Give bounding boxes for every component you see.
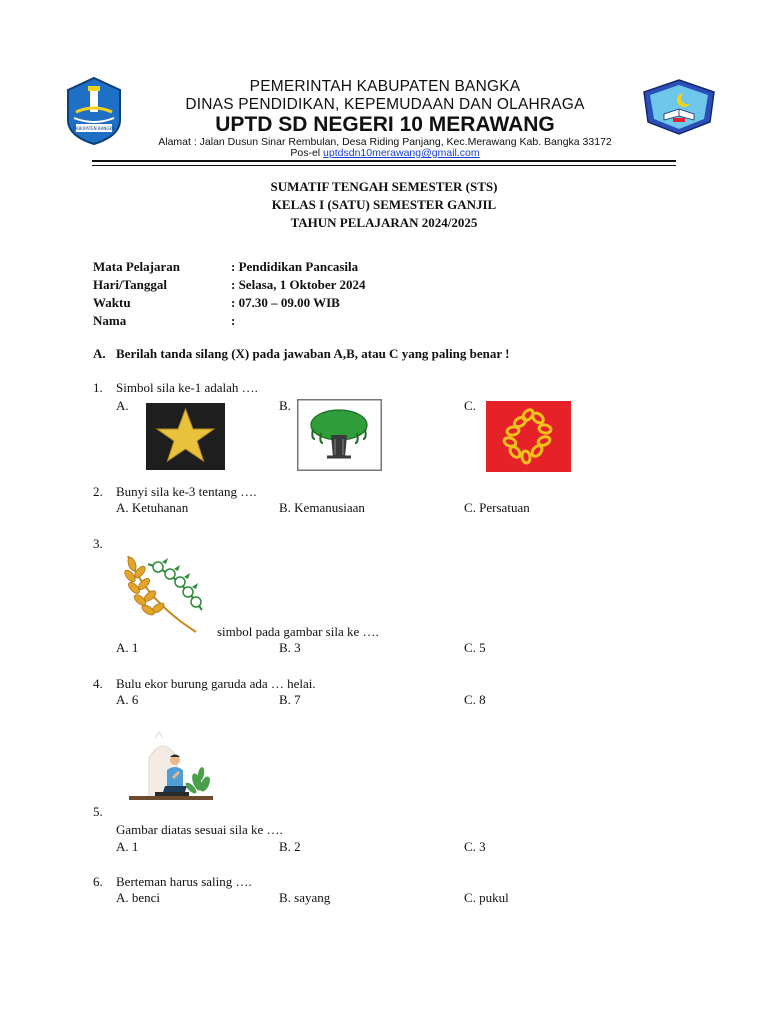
exam-title: SUMATIF TENGAH SEMESTER (STS) <box>270 179 498 194</box>
chain-icon <box>486 401 571 472</box>
question-text: Bunyi sila ke-3 tentang …. <box>116 484 257 499</box>
exam-year: TAHUN PELAJARAN 2024/2025 <box>290 215 478 230</box>
option-b: B. <box>279 398 291 413</box>
banyan-tree-icon <box>297 399 382 471</box>
question-number: 4. <box>93 676 103 691</box>
section-letter: A. <box>93 346 106 361</box>
option-c: C. 3 <box>464 839 486 854</box>
info-value: : Selasa, 1 Oktober 2024 <box>231 277 366 292</box>
question-text: Berteman harus saling …. <box>116 874 252 889</box>
star-icon <box>146 403 225 470</box>
option-a: A. benci <box>116 890 161 905</box>
school-logo-icon <box>642 78 716 136</box>
svg-text:KABUPATEN BANGKA: KABUPATEN BANGKA <box>73 126 115 131</box>
option-b: B. 3 <box>279 640 301 655</box>
exam-class: KELAS I (SATU) SEMESTER GANJIL <box>271 197 497 212</box>
email-link[interactable]: uptdsdn10merawang@gmail.com <box>323 147 480 159</box>
question-number: 6. <box>93 874 103 889</box>
option-b: B. 7 <box>279 692 301 707</box>
email-label: Pos-el <box>290 147 324 159</box>
option-c: C. <box>464 398 476 413</box>
question-number: 5. <box>93 804 103 819</box>
option-a: A. Ketuhanan <box>116 500 189 515</box>
question-number: 2. <box>93 484 103 499</box>
option-c: C. 8 <box>464 692 486 707</box>
question-text: Bulu ekor burung garuda ada … helai. <box>116 676 316 691</box>
info-value: : Pendidikan Pancasila <box>231 259 359 274</box>
option-a: A. 6 <box>116 692 139 707</box>
info-value: : <box>231 313 236 328</box>
section-text: Berilah tanda silang (X) pada jawaban A,B, atau C yang paling benar ! <box>116 346 510 361</box>
letterhead-email-line <box>120 147 650 159</box>
info-label: Hari/Tanggal <box>93 277 167 292</box>
question-number: 1. <box>93 380 103 395</box>
letterhead-department: DINAS PENDIDIKAN, KEPEMUDAAN DAN OLAHRAGA <box>185 96 585 113</box>
option-c: C. 5 <box>464 640 486 655</box>
letterhead-address: Alamat : Jalan Dusun Sinar Rembulan, Desa Riding Panjang, Kec.Merawang Kab. Bangka 33172 <box>158 136 612 148</box>
option-c: C. pukul <box>464 890 509 905</box>
option-b: B. Kemanusiaan <box>279 500 365 515</box>
option-a: A. 1 <box>116 640 139 655</box>
info-label: Nama <box>93 313 127 328</box>
letterhead-rule-thick <box>92 160 676 162</box>
option-b: B. 2 <box>279 839 301 854</box>
question-text: Gambar diatas sesuai sila ke …. <box>116 822 283 837</box>
info-label: Waktu <box>93 295 131 310</box>
info-label: Mata Pelajaran <box>93 259 181 274</box>
option-c: C. Persatuan <box>464 500 530 515</box>
option-a: A. 1 <box>116 839 139 854</box>
letterhead-rule-thin <box>92 165 676 166</box>
question-number: 3. <box>93 536 103 551</box>
letterhead-government: PEMERINTAH KABUPATEN BANGKA <box>249 78 521 95</box>
info-value: : 07.30 – 09.00 WIB <box>231 295 340 310</box>
praying-person-icon <box>125 730 217 802</box>
question-text: Simbol sila ke-1 adalah …. <box>116 380 258 395</box>
option-a: A. <box>116 398 129 413</box>
kabupaten-bangka-logo-icon <box>64 76 124 146</box>
option-b: B. sayang <box>279 890 331 905</box>
question-text: simbol pada gambar sila ke …. <box>217 624 379 639</box>
letterhead-school-name: UPTD SD NEGERI 10 MERAWANG <box>215 113 555 136</box>
rice-cotton-icon <box>118 550 214 636</box>
